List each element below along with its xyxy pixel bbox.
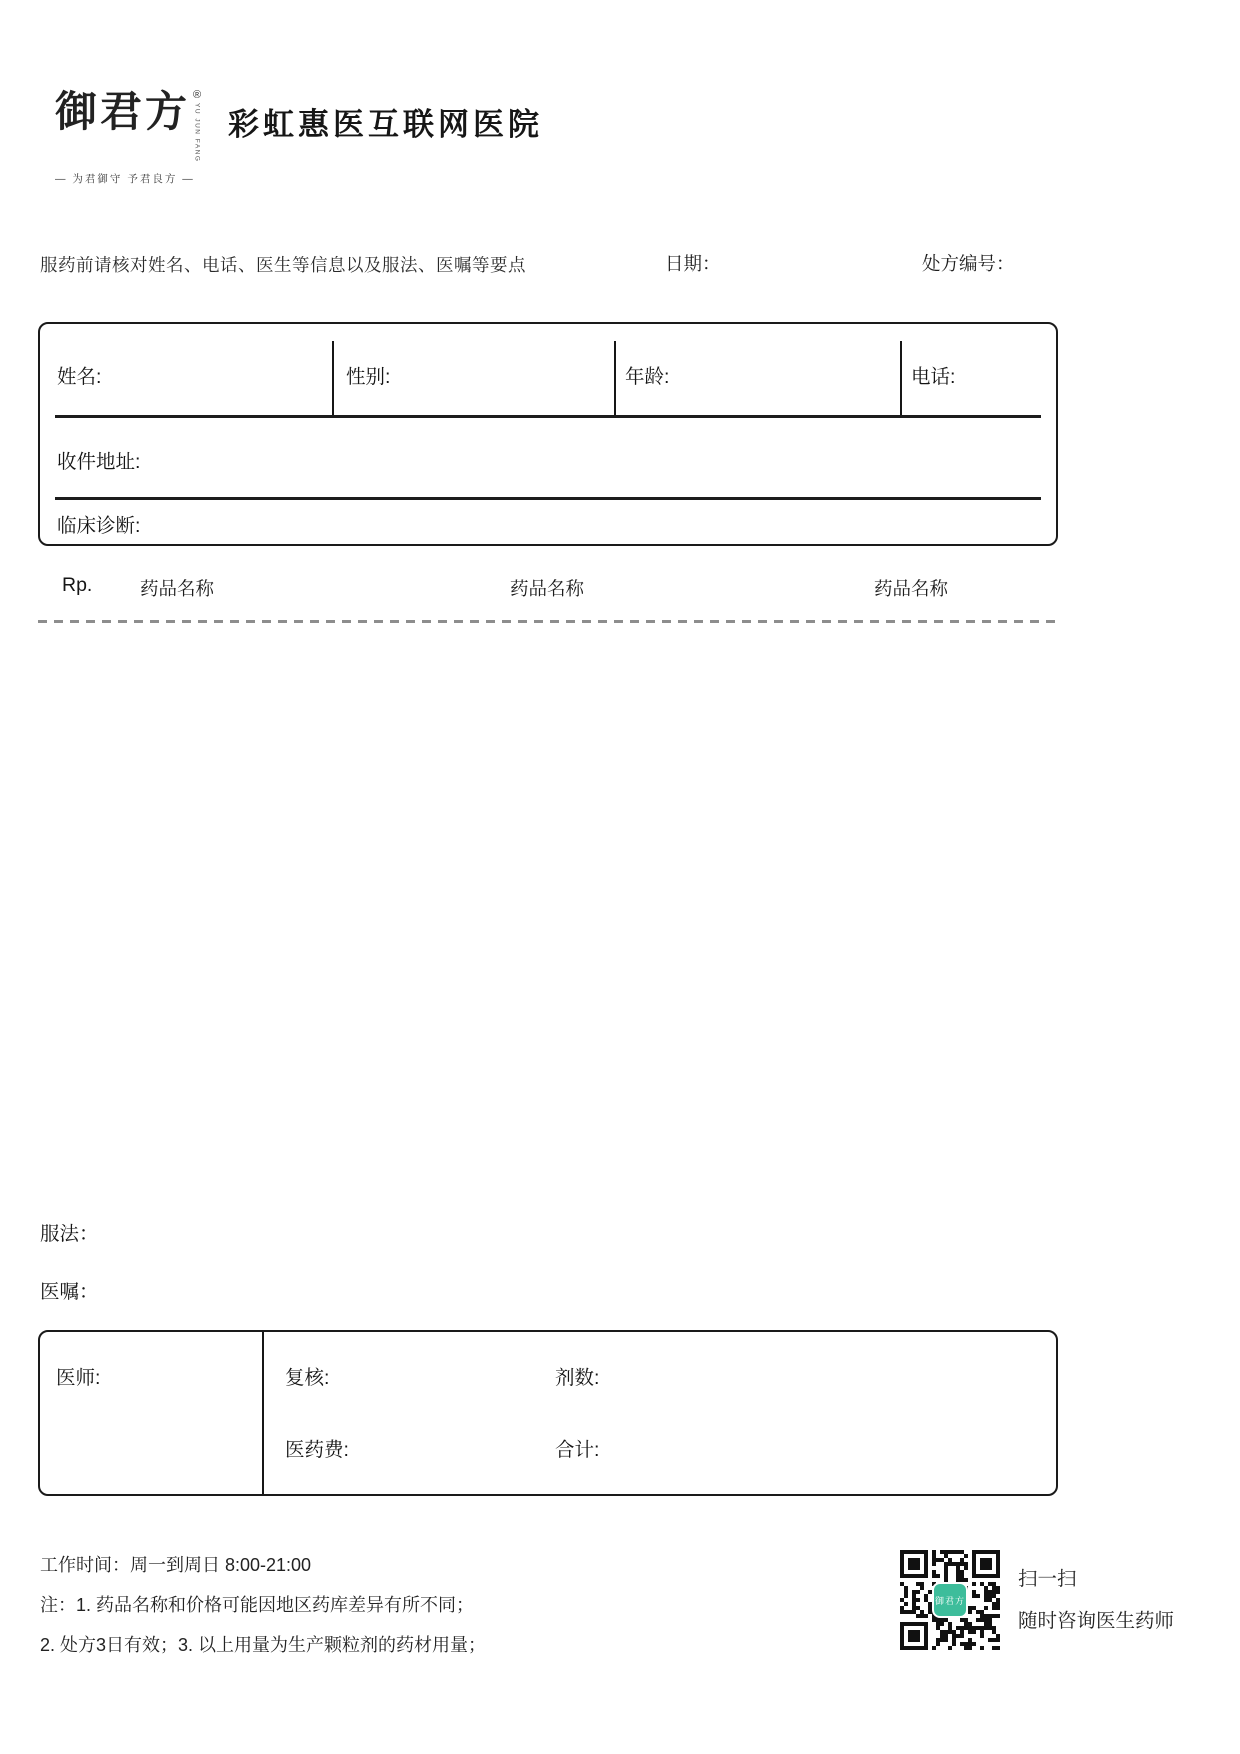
clinical-diagnosis-label: 临床诊断:	[57, 515, 141, 537]
drug-name-column-header: 药品名称	[510, 578, 585, 599]
qr-caption-scan: 扫一扫	[1018, 1568, 1077, 1590]
patient-phone-label: 电话:	[911, 366, 956, 388]
shipping-address-label: 收件地址:	[57, 451, 141, 473]
footer-notes	[40, 1545, 486, 1665]
brand-logo	[55, 87, 225, 186]
patient-name-label: 姓名:	[57, 366, 102, 388]
hospital-title: 彩虹惠医互联网医院	[228, 107, 543, 142]
column-divider	[614, 341, 616, 415]
prescription-items-area	[38, 630, 1056, 1200]
patient-gender-label: 性别:	[346, 366, 391, 388]
dashed-separator	[38, 620, 1056, 623]
patient-age-label: 年龄:	[625, 366, 670, 388]
qr-code	[900, 1550, 1000, 1650]
physician-label: 医师:	[56, 1367, 101, 1389]
qr-center-logo: 御君方	[932, 1582, 968, 1618]
brand-logo-pinyin: YU JUN FANG	[193, 103, 201, 163]
signoff-box	[38, 1330, 1058, 1496]
rx-number-label: 处方编号：	[922, 253, 1015, 274]
qr-caption-consult: 随时咨询医生药师	[1018, 1610, 1175, 1632]
medicine-fee-label: 医药费:	[285, 1439, 349, 1461]
date-label: 日期：	[665, 253, 721, 274]
review-label: 复核:	[285, 1367, 330, 1389]
drug-name-column-header: 药品名称	[140, 578, 215, 599]
drug-name-column-header: 药品名称	[874, 578, 949, 599]
working-hours: 工作时间：周一到周日 8:00-21:00	[40, 1555, 312, 1575]
row-divider	[55, 497, 1041, 500]
column-divider	[900, 341, 902, 415]
total-label: 合计:	[555, 1439, 600, 1461]
usage-label: 服法：	[40, 1223, 99, 1245]
note-line-2: 2. 处方3日有效；3. 以上用量为生产颗粒剂的药材用量；	[40, 1635, 487, 1655]
brand-logo-text: 御君方	[55, 87, 191, 136]
verification-notice: 服药前请核对姓名、电话、医生等信息以及服法、医嘱等要点	[40, 255, 526, 275]
rp-label: Rp.	[62, 574, 93, 596]
patient-info-box	[38, 322, 1058, 546]
note-line-1: 注：1. 药品名称和价格可能因地区药库差异有所不同；	[40, 1595, 475, 1615]
dose-count-label: 剂数:	[555, 1367, 600, 1389]
column-divider	[332, 341, 334, 415]
brand-tagline: — 为君御守 予君良方 —	[55, 173, 195, 186]
registered-trademark-icon: ®	[193, 89, 202, 101]
column-divider	[262, 1332, 264, 1494]
doctor-advice-label: 医嘱：	[40, 1281, 99, 1303]
row-divider	[55, 415, 1041, 418]
